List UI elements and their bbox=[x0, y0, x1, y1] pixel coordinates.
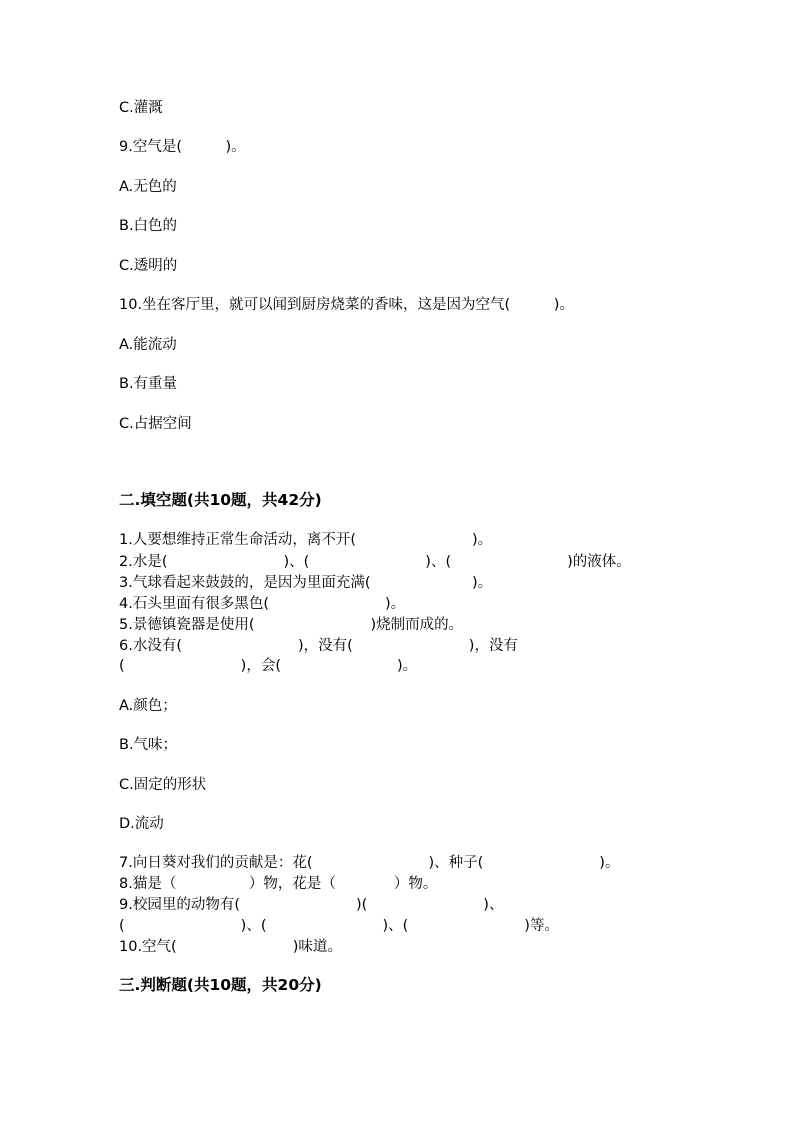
section3-title: 三.判断题(共10题，共20分) bbox=[119, 976, 322, 994]
fill-option-a: A.颜色； bbox=[119, 698, 177, 714]
q9-stem: 9.空气是( )。 bbox=[119, 139, 246, 155]
fill-item-4: 4.石头里面有很多黑色( )。 bbox=[119, 596, 406, 612]
fill-item-8: 8.猫是（ ）物，花是（ ）物。 bbox=[119, 876, 438, 892]
fill-item-2: 2.水是( )、( )、( )的液体。 bbox=[119, 554, 631, 570]
q10-option-b: B.有重量 bbox=[119, 376, 178, 392]
fill-item-9: 9.校园里的动物有( )( )、 bbox=[119, 897, 504, 913]
fill-item-5: 5.景德镇瓷器是使用( )烧制而成的。 bbox=[119, 617, 464, 633]
q10-option-c: C.占据空间 bbox=[119, 416, 192, 432]
q10-stem: 10.坐在客厅里，就可以闻到厨房烧菜的香味，这是因为空气( )。 bbox=[119, 297, 574, 313]
q8-option-c: C.灌溉 bbox=[119, 100, 163, 116]
fill-item-3: 3.气球看起来鼓鼓的，是因为里面充满( )。 bbox=[119, 575, 493, 591]
fill-item-6: 6.水没有( )，没有( )，没有 bbox=[119, 638, 518, 654]
fill-item-10: 10.空气( )味道。 bbox=[119, 939, 342, 955]
fill-option-b: B.气味； bbox=[119, 737, 178, 753]
fill-item-7: 7.向日葵对我们的贡献是：花( )、种子( )。 bbox=[119, 855, 620, 871]
fill-option-c: C.固定的形状 bbox=[119, 777, 207, 793]
fill-item-1: 1.人要想维持正常生命活动，离不开( )。 bbox=[119, 532, 493, 548]
fill-item-6-cont: ( )，会( )。 bbox=[119, 658, 418, 674]
q10-option-a: A.能流动 bbox=[119, 337, 177, 353]
q9-option-b: B.白色的 bbox=[119, 218, 178, 234]
section2-title: 二.填空题(共10题，共42分) bbox=[119, 491, 322, 509]
fill-item-9-cont: ( )、( )、( )等。 bbox=[119, 918, 559, 934]
fill-option-d: D.流动 bbox=[119, 816, 164, 832]
q9-option-a: A.无色的 bbox=[119, 179, 177, 195]
q9-option-c: C.透明的 bbox=[119, 258, 178, 274]
